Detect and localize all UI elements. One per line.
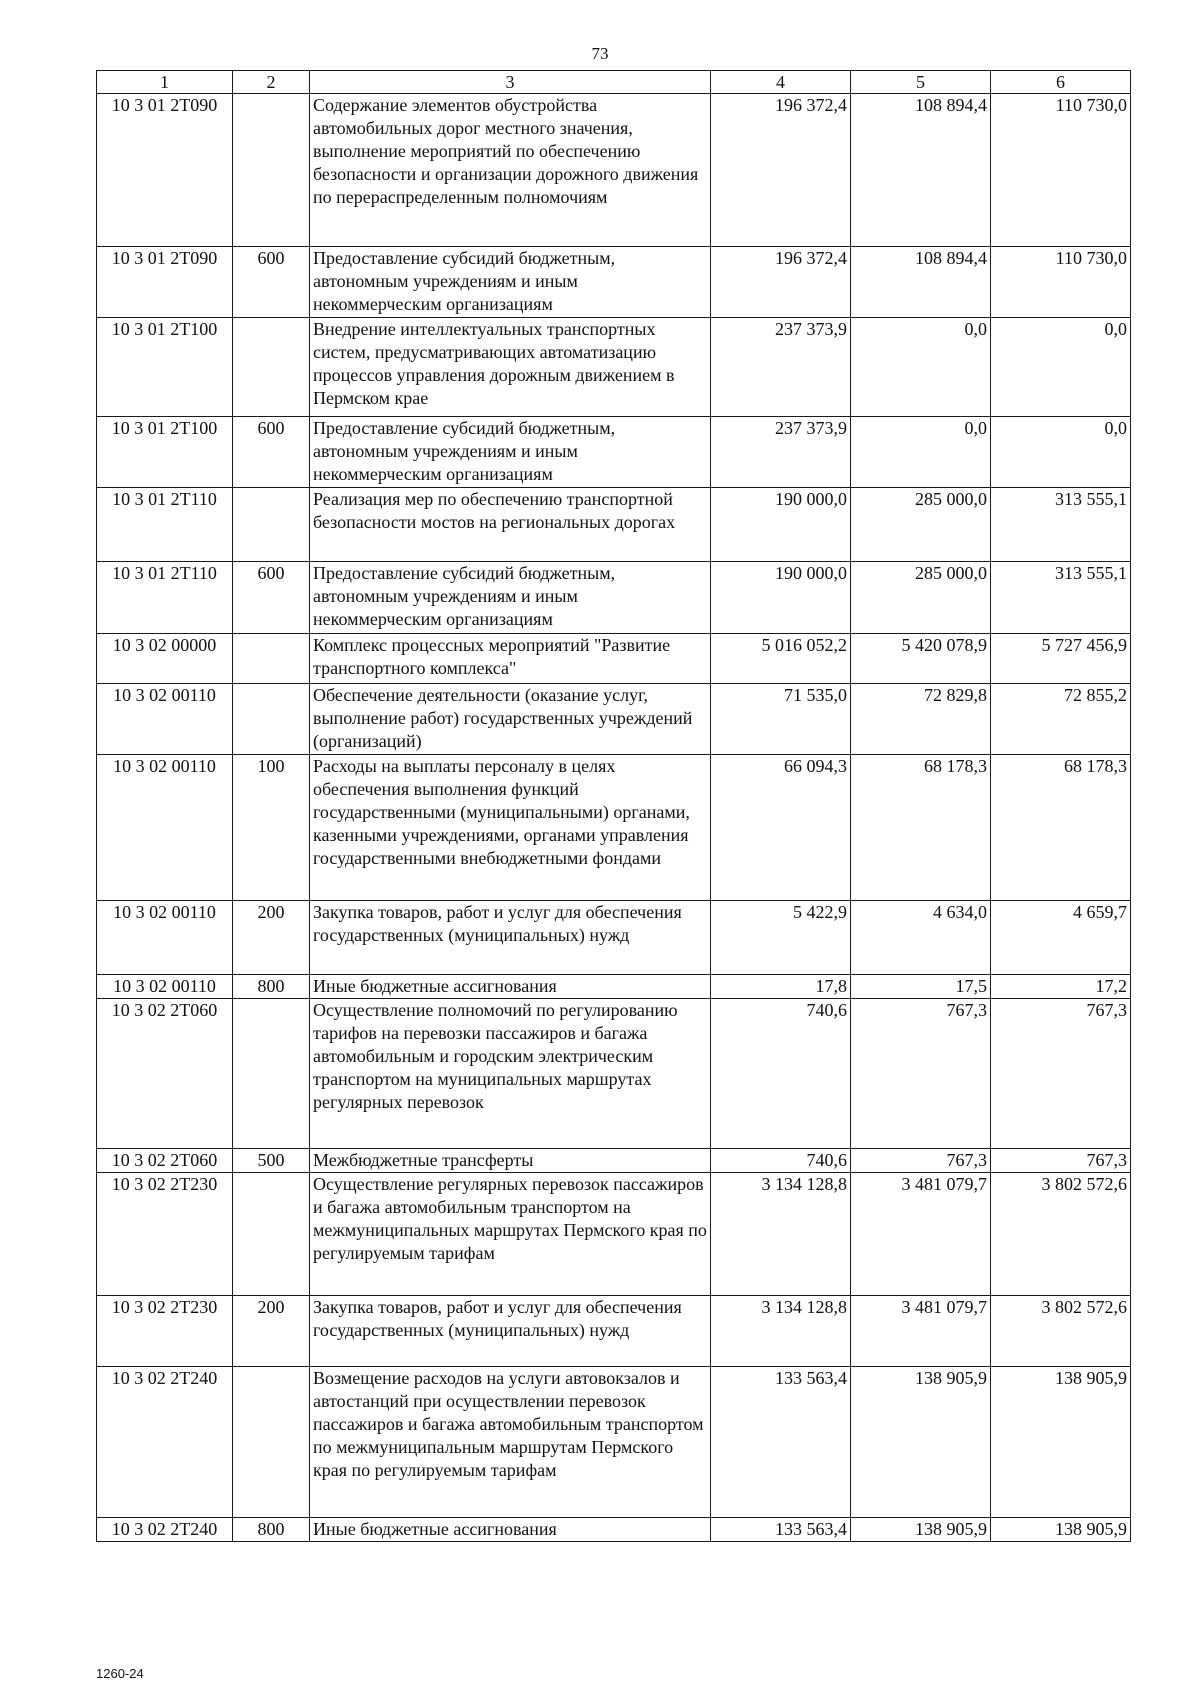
row-value-3: 110 730,0: [991, 247, 1131, 318]
budget-table: [96, 70, 1131, 1542]
row-value-1: 196 372,4: [711, 247, 851, 318]
col-header-6: 6: [991, 71, 1131, 94]
table-row: [97, 755, 1131, 901]
row-type: [233, 684, 310, 755]
row-value-2: 108 894,4: [851, 94, 991, 247]
table-row: [97, 94, 1131, 247]
row-value-3: 313 555,1: [991, 562, 1131, 634]
row-value-1: 237 373,9: [711, 417, 851, 488]
row-name: Иные бюджетные ассигнования: [310, 975, 711, 999]
row-value-2: 72 829,8: [851, 684, 991, 755]
row-value-2: 767,3: [851, 999, 991, 1149]
row-type: 500: [233, 1149, 310, 1173]
row-value-1: 740,6: [711, 999, 851, 1149]
row-name: Комплекс процессных мероприятий "Развитие транспортного комплекса": [310, 634, 711, 684]
table-row: [97, 247, 1131, 318]
row-code: 10 3 02 00000: [97, 634, 233, 684]
row-value-3: 0,0: [991, 417, 1131, 488]
row-value-3: 5 727 456,9: [991, 634, 1131, 684]
row-value-3: 138 905,9: [991, 1367, 1131, 1518]
table-row: [97, 1149, 1131, 1173]
row-code: 10 3 02 2Т240: [97, 1518, 233, 1542]
page-number: 73: [591, 44, 609, 63]
row-code: 10 3 02 2Т060: [97, 999, 233, 1149]
row-value-1: 133 563,4: [711, 1518, 851, 1542]
row-name: Предоставление субсидий бюджетным, автономным учреждениям и иным некоммерческим организациям: [310, 417, 711, 488]
row-code: 10 3 02 2Т240: [97, 1367, 233, 1518]
row-name: Реализация мер по обеспечению транспортной безопасности мостов на региональных дорогах: [310, 488, 711, 562]
row-name: Осуществление регулярных перевозок пассажиров и багажа автомобильным транспортом на межмуниципальных маршрутах Пермского края по регулируемым тарифам: [310, 1173, 711, 1296]
row-value-1: 5 016 052,2: [711, 634, 851, 684]
table-row: [97, 1173, 1131, 1296]
row-type: [233, 634, 310, 684]
row-code: 10 3 02 2Т230: [97, 1173, 233, 1296]
row-value-2: 285 000,0: [851, 562, 991, 634]
table-row: [97, 562, 1131, 634]
row-name: Закупка товаров, работ и услуг для обеспечения государственных (муниципальных) нужд: [310, 901, 711, 975]
row-value-2: 3 481 079,7: [851, 1173, 991, 1296]
row-name: Предоставление субсидий бюджетным, автономным учреждениям и иным некоммерческим организациям: [310, 247, 711, 318]
row-type: 600: [233, 562, 310, 634]
row-value-3: 68 178,3: [991, 755, 1131, 901]
row-value-3: 3 802 572,6: [991, 1173, 1131, 1296]
row-value-1: 190 000,0: [711, 562, 851, 634]
row-value-1: 190 000,0: [711, 488, 851, 562]
row-type: [233, 1367, 310, 1518]
table-row: [97, 999, 1131, 1149]
row-value-1: 133 563,4: [711, 1367, 851, 1518]
row-value-3: 17,2: [991, 975, 1131, 999]
row-type: 100: [233, 755, 310, 901]
row-code: 10 3 01 2Т090: [97, 247, 233, 318]
row-name: Расходы на выплаты персоналу в целях обеспечения выполнения функций государственными (муниципальными) органами, казенными учреждениями, органами управления государственными внебюджетными фондами: [310, 755, 711, 901]
col-header-3: 3: [310, 71, 711, 94]
row-value-3: 0,0: [991, 318, 1131, 417]
row-code: 10 3 02 00110: [97, 975, 233, 999]
row-value-3: 110 730,0: [991, 94, 1131, 247]
table-row: [97, 417, 1131, 488]
row-code: 10 3 02 00110: [97, 901, 233, 975]
row-value-1: 3 134 128,8: [711, 1173, 851, 1296]
row-value-2: 0,0: [851, 417, 991, 488]
table-row: [97, 901, 1131, 975]
col-header-1: 1: [97, 71, 233, 94]
row-code: 10 3 01 2Т090: [97, 94, 233, 247]
document-code: 1260-24: [96, 1666, 144, 1681]
row-type: [233, 1173, 310, 1296]
row-name: Осуществление полномочий по регулированию тарифов на перевозки пассажиров и багажа автомобильным и городским электрическим транспортом на муниципальных маршрутах регулярных перевозок: [310, 999, 711, 1149]
row-value-3: 4 659,7: [991, 901, 1131, 975]
table-header: [97, 71, 1131, 94]
table-row: [97, 1296, 1131, 1367]
table-row: [97, 488, 1131, 562]
row-value-2: 767,3: [851, 1149, 991, 1173]
row-value-1: 3 134 128,8: [711, 1296, 851, 1367]
row-value-1: 237 373,9: [711, 318, 851, 417]
row-value-1: 71 535,0: [711, 684, 851, 755]
row-type: [233, 94, 310, 247]
row-type: [233, 318, 310, 417]
table-row: [97, 975, 1131, 999]
row-value-3: 72 855,2: [991, 684, 1131, 755]
row-name: Иные бюджетные ассигнования: [310, 1518, 711, 1542]
row-value-2: 17,5: [851, 975, 991, 999]
row-code: 10 3 02 2Т230: [97, 1296, 233, 1367]
col-header-4: 4: [711, 71, 851, 94]
row-name: Межбюджетные трансферты: [310, 1149, 711, 1173]
row-value-3: 138 905,9: [991, 1518, 1131, 1542]
row-value-2: 4 634,0: [851, 901, 991, 975]
row-type: 200: [233, 1296, 310, 1367]
row-type: [233, 999, 310, 1149]
row-code: 10 3 02 00110: [97, 684, 233, 755]
col-header-2: 2: [233, 71, 310, 94]
row-value-3: 313 555,1: [991, 488, 1131, 562]
row-code: 10 3 02 00110: [97, 755, 233, 901]
row-name: Содержание элементов обустройства автомобильных дорог местного значения, выполнение мероприятий по обеспечению безопасности и организации дорожного движения по перераспределенным полномочиям: [310, 94, 711, 247]
row-name: Закупка товаров, работ и услуг для обеспечения государственных (муниципальных) нужд: [310, 1296, 711, 1367]
row-type: 600: [233, 417, 310, 488]
row-code: 10 3 02 2Т060: [97, 1149, 233, 1173]
col-header-5: 5: [851, 71, 991, 94]
row-value-1: 5 422,9: [711, 901, 851, 975]
row-value-1: 66 094,3: [711, 755, 851, 901]
row-value-2: 5 420 078,9: [851, 634, 991, 684]
row-value-3: 3 802 572,6: [991, 1296, 1131, 1367]
table-row: [97, 684, 1131, 755]
row-type: 800: [233, 975, 310, 999]
table-row: [97, 318, 1131, 417]
header-row: [97, 71, 1131, 94]
row-value-1: 17,8: [711, 975, 851, 999]
row-code: 10 3 01 2Т100: [97, 318, 233, 417]
row-value-2: 0,0: [851, 318, 991, 417]
row-name: Возмещение расходов на услуги автовокзалов и автостанций при осуществлении перевозок пассажиров и багажа автомобильным транспортом по межмуниципальным маршрутам Пермского края по регулируемым тарифам: [310, 1367, 711, 1518]
table-row: [97, 1518, 1131, 1542]
row-name: Внедрение интеллектуальных транспортных систем, предусматривающих автоматизацию процессов управления дорожным движением в Пермском крае: [310, 318, 711, 417]
row-value-2: 285 000,0: [851, 488, 991, 562]
row-type: 800: [233, 1518, 310, 1542]
row-value-3: 767,3: [991, 999, 1131, 1149]
row-code: 10 3 01 2Т100: [97, 417, 233, 488]
row-name: Предоставление субсидий бюджетным, автономным учреждениям и иным некоммерческим организациям: [310, 562, 711, 634]
row-value-3: 767,3: [991, 1149, 1131, 1173]
row-name: Обеспечение деятельности (оказание услуг, выполнение работ) государственных учреждений (организаций): [310, 684, 711, 755]
row-value-2: 138 905,9: [851, 1518, 991, 1542]
row-code: 10 3 01 2Т110: [97, 488, 233, 562]
row-type: 600: [233, 247, 310, 318]
row-value-1: 196 372,4: [711, 94, 851, 247]
row-value-2: 3 481 079,7: [851, 1296, 991, 1367]
table-row: [97, 1367, 1131, 1518]
row-value-2: 108 894,4: [851, 247, 991, 318]
row-value-1: 740,6: [711, 1149, 851, 1173]
row-type: [233, 488, 310, 562]
table-row: [97, 634, 1131, 684]
row-value-2: 68 178,3: [851, 755, 991, 901]
row-value-2: 138 905,9: [851, 1367, 991, 1518]
row-type: 200: [233, 901, 310, 975]
table-body: [97, 94, 1131, 1542]
row-code: 10 3 01 2Т110: [97, 562, 233, 634]
